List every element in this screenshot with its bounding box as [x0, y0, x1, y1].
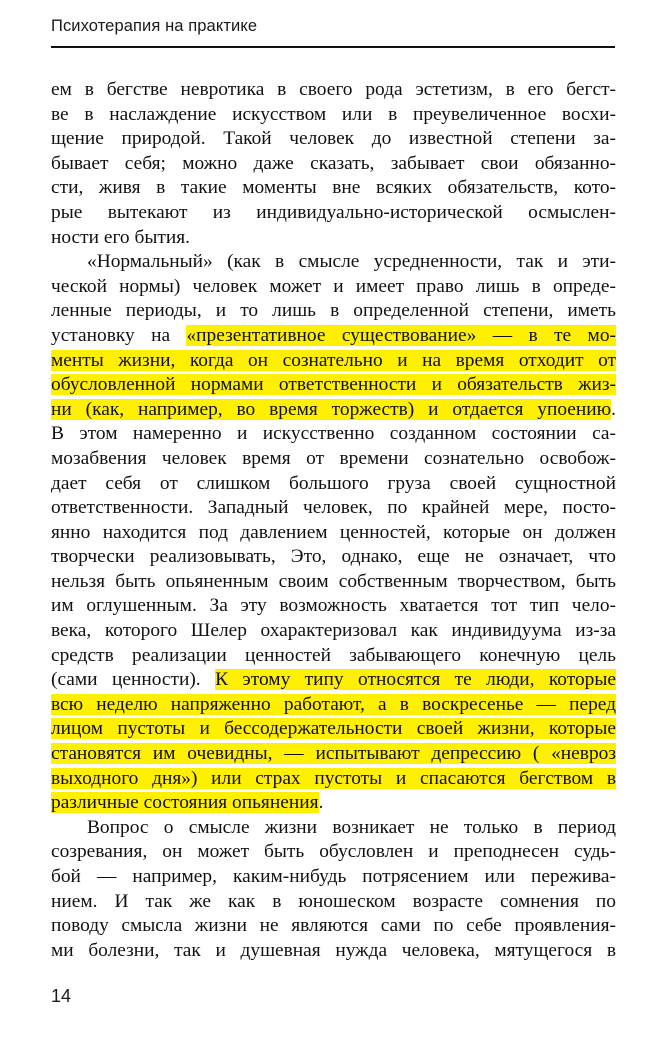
text-line: ности его бытия.	[51, 226, 190, 248]
text-line: созревания, он может быть обусловлен и преподнесен судь-	[51, 841, 616, 863]
text-line: бывает себя; можно даже сказать, забывает свои обязанно-	[51, 152, 616, 174]
highlighted-text: различные состояния опьянения	[51, 792, 319, 814]
text-line: ве в наслаждение искусством или в преувеличенное восхи-	[51, 103, 616, 125]
text-line-paragraph-start: «Нормальный» (как в смысле усредненности, так и эти-	[87, 251, 616, 273]
text-line: поводу смысла жизни не являются сами по себе проявления-	[51, 915, 616, 937]
text-line: сти, живя в такие моменты вне всяких обязательств, кото-	[51, 177, 616, 199]
highlighted-text: К этому типу относятся те люди, которые	[215, 669, 616, 691]
text-line	[51, 742, 616, 767]
page-body-text	[51, 78, 616, 963]
text-line: века, которого Шелер охарактеризовал как индивидуума из-за	[51, 620, 616, 642]
highlighted-text: выходного дня») или страх пустоты и спасаются бегством в	[51, 767, 616, 789]
text-line: ческой нормы) человек может и имеет право лишь в опреде-	[51, 275, 616, 297]
text-line: нием. И так же как в юношеском возрасте сомнения по	[51, 890, 616, 912]
highlighted-text: лицом пустоты и бессодержательности своей жизни, которые	[51, 718, 616, 740]
text-line: щение природой. Такой человек до известной степени за-	[51, 128, 616, 150]
text-line-paragraph-start: Вопрос о смысле жизни возникает не только в период	[87, 816, 616, 838]
text-line: им оглушенным. За эту возможность хватается тот тип чело-	[51, 595, 616, 617]
text-line: ленные периоды, и то лишь в определенной степени, иметь	[51, 300, 616, 322]
text-line: В этом намеренно и искусственно созданном состоянии са-	[51, 423, 616, 445]
highlighted-text: становятся им очевидны, — испытывают депрессию ( «невроз	[51, 743, 616, 765]
text-line: мозабвения человек время от времени сознательно освобож-	[51, 447, 616, 469]
text-line: рые вытекают из индивидуально-исторической осмыслен-	[51, 201, 616, 223]
text-line: ем в бегстве невротика в своего рода эстетизм, в его бегст-	[51, 79, 616, 100]
text-line: дает себя от слишком большого груза своей сущностной	[51, 472, 616, 494]
text-line: бой — например, каким-нибудь потрясением или пережива-	[51, 866, 616, 887]
text-line	[51, 349, 616, 374]
text-line: нельзя быть опьяненным своим собственным творчеством, быть	[51, 570, 616, 592]
text-line: творчески реализовывать, Это, однако, еще не означает, что	[51, 546, 616, 568]
highlighted-text: менты жизни, когда он сознательно и на время отходит от	[51, 349, 616, 371]
text-line	[51, 767, 616, 792]
text-line: ни (как, например, во время торжеств) и отдается упоению.	[51, 398, 616, 420]
text-line: установку на «презентативное существование» — в те мо-	[51, 324, 616, 346]
highlighted-text: «презентативное существование» — в те мо-	[186, 324, 616, 346]
text-line: ми болезни, так и душевная нужда человека, мятущегося в	[51, 939, 616, 961]
page-number: 14	[51, 986, 72, 1006]
text-line: ответственности. Западный человек, по крайней мере, посто-	[51, 497, 616, 519]
text-line: (сами ценности). К этому типу относятся те люди, которые	[51, 669, 616, 691]
text-line	[51, 693, 616, 718]
highlighted-text: обусловленной нормами ответственности и обязательств жиз-	[51, 374, 616, 396]
text-line: янно находится под давлением ценностей, которые он должен	[51, 521, 616, 543]
running-head-title: Психотерапия на практике	[51, 17, 258, 35]
text-line: средств реализации ценностей забывающего конечную цель	[51, 644, 616, 666]
highlighted-text: ни (как, например, во время торжеств) и отдается упоению	[51, 398, 612, 420]
text-line	[51, 717, 616, 742]
header-rule	[51, 46, 615, 48]
highlighted-text: всю неделю напряженно работают, а в воскресенье — перед	[51, 693, 616, 715]
text-line	[51, 373, 616, 398]
text-line: различные состояния опьянения.	[51, 792, 324, 814]
